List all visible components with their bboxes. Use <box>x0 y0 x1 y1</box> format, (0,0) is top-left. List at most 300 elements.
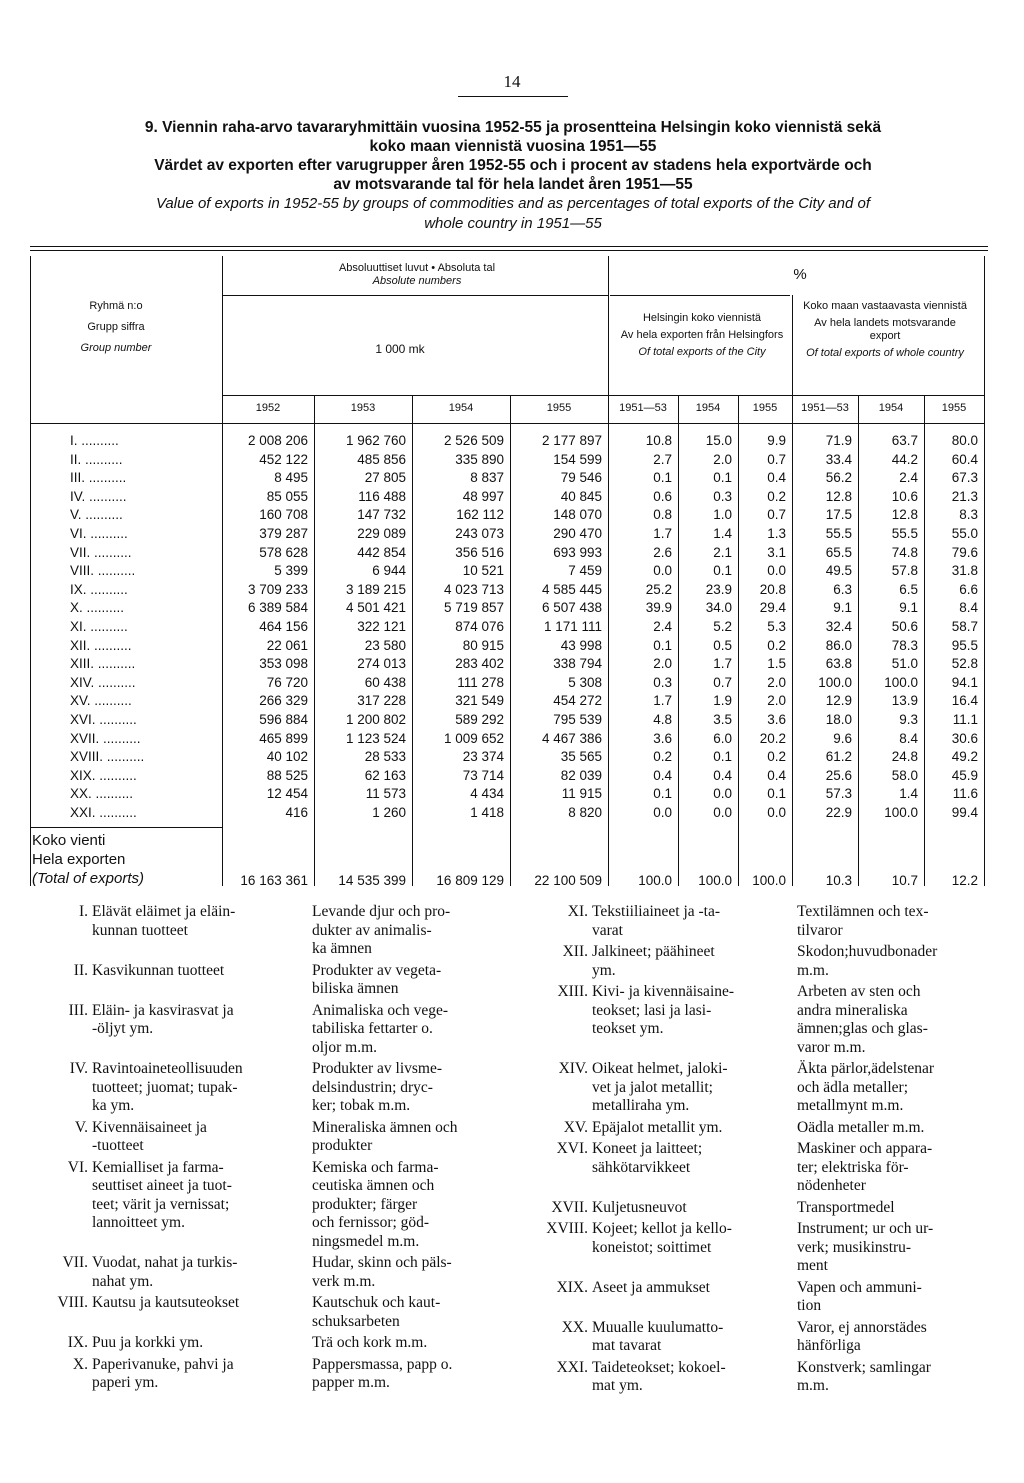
cell-value: 0.3 <box>713 488 732 504</box>
cell-value: 8 820 <box>568 805 602 820</box>
cell-value: 5 399 <box>274 563 308 579</box>
cell-value: 27 805 <box>364 470 406 486</box>
cell-value: 1.5 <box>767 656 786 672</box>
cell-value: 1.0 <box>713 507 732 523</box>
cell-value: 11.1 <box>952 712 978 727</box>
cell-value: 11 915 <box>561 786 602 802</box>
legend-number: XVII. <box>551 1198 588 1216</box>
legend-number: XIV. <box>558 1060 588 1077</box>
cell-value: 2.1 <box>713 544 732 560</box>
cell-value: 148 070 <box>553 507 602 523</box>
cell-value: 6 944 <box>372 563 406 579</box>
cell-value: 79 546 <box>560 470 602 486</box>
cell-value: 1.7 <box>653 526 672 541</box>
header-helsinki-en: Of total exports of the City <box>638 346 766 358</box>
group-label: XIII. .......... <box>70 656 136 672</box>
year-1953: 1953 <box>350 402 376 414</box>
group-label: XIV. .......... <box>70 674 136 690</box>
cell-value: 95.5 <box>951 637 978 653</box>
cell-value: 28 533 <box>364 749 406 765</box>
table-row <box>0 768 1024 787</box>
table-top-rule-2 <box>30 250 988 251</box>
cell-value: 162 112 <box>456 507 504 523</box>
cell-value: 12.8 <box>891 507 918 523</box>
cell-value: 0.2 <box>767 749 786 765</box>
legend-swedish: Textilämnen och tex- tilvaror <box>797 903 929 939</box>
total-value: 22 100 509 <box>534 873 602 888</box>
year-1952: 1952 <box>255 402 281 414</box>
legend-number: IV. <box>69 1060 88 1077</box>
cell-value: 40 845 <box>560 488 602 504</box>
header-group-sv: Grupp siffra <box>87 321 145 333</box>
cell-value: 0.0 <box>653 563 672 579</box>
cell-value: 6.3 <box>833 581 852 597</box>
cell-value: 40 102 <box>266 749 308 765</box>
legend-swedish: Instrument; ur och ur- verk; musikinstru- ment <box>797 1220 934 1274</box>
cell-value: 1.7 <box>713 656 732 672</box>
cell-value: 11 573 <box>365 786 406 802</box>
cell-value: 8.3 <box>959 507 978 523</box>
legend-swedish: Pappersmassa, papp o. papper m.m. <box>312 1355 453 1391</box>
cell-value: 24.8 <box>891 749 918 765</box>
cell-value: 2 008 206 <box>247 433 308 448</box>
cell-value: 60 438 <box>364 674 406 690</box>
table-row <box>0 526 1024 545</box>
cell-value: 10 521 <box>462 563 504 579</box>
total-value: 100.0 <box>752 873 786 888</box>
cell-value: 5 308 <box>568 674 602 690</box>
cell-value: 63.7 <box>891 433 918 448</box>
cell-value: 21.3 <box>951 488 978 504</box>
cell-value: 94.1 <box>951 674 978 690</box>
cell-value: 9.3 <box>899 712 918 727</box>
cell-value: 283 402 <box>455 656 504 672</box>
cell-value: 1 962 760 <box>345 433 406 448</box>
cell-value: 99.4 <box>951 805 978 820</box>
cell-value: 82 039 <box>560 767 602 783</box>
legend-swedish: Äkta pärlor,ädelstenar och ädla metaller; metallmynt m.m. <box>797 1060 935 1114</box>
cell-value: 0.1 <box>767 786 786 802</box>
cell-value: 0.4 <box>767 767 786 783</box>
cell-value: 39.9 <box>645 600 672 616</box>
cell-value: 0.3 <box>653 674 672 690</box>
year-hel-1954: 1954 <box>695 402 721 414</box>
cell-value: 465 899 <box>259 730 308 746</box>
cell-value: 0.4 <box>767 470 786 486</box>
cell-value: 12 454 <box>266 786 308 802</box>
cell-value: 4 467 386 <box>541 730 602 746</box>
cell-value: 116 488 <box>358 488 406 504</box>
total-label-sv: Hela exporten <box>32 851 126 868</box>
cell-value: 6.6 <box>959 581 978 597</box>
cell-value: 9.1 <box>833 600 852 616</box>
cell-value: 67.3 <box>951 470 978 486</box>
group-label: VIII. .......... <box>70 563 136 579</box>
header-unit: 1 000 mk <box>375 342 425 356</box>
legend-number: VI. <box>67 1158 88 1176</box>
cell-value: 15.0 <box>705 433 732 448</box>
cell-value: 2 526 509 <box>443 433 504 448</box>
table-title <box>30 118 996 234</box>
header-country-sv: Av hela landets motsvarande export <box>814 317 956 342</box>
cell-value: 111 278 <box>457 674 504 690</box>
cell-value: 44.2 <box>891 451 918 467</box>
cell-value: 65.5 <box>825 544 852 560</box>
cell-value: 78.3 <box>891 637 918 653</box>
cell-value: 0.1 <box>653 786 672 802</box>
legend-swedish: Mineraliska ämnen och produkter <box>312 1118 458 1154</box>
cell-value: 12.8 <box>825 488 852 504</box>
cell-value: 454 272 <box>553 693 602 709</box>
header-absolute-fi-sv: Absoluuttiset luvut • Absoluta tal <box>338 262 496 274</box>
cell-value: 6 389 584 <box>247 600 308 616</box>
cell-value: 6.5 <box>899 581 918 597</box>
group-label: XXI. .......... <box>70 805 137 820</box>
legend-swedish: Kautschuk och kaut- schuksarbeten <box>312 1294 441 1330</box>
cell-value: 0.1 <box>713 749 732 765</box>
table-row <box>0 619 1024 638</box>
cell-value: 160 708 <box>259 507 308 523</box>
table-row <box>0 731 1024 750</box>
legend-number: XX. <box>561 1318 588 1336</box>
cell-value: 100.0 <box>818 674 852 690</box>
legend-number: VII. <box>62 1254 88 1271</box>
total-value: 10.7 <box>891 873 918 888</box>
legend-swedish: Transportmedel <box>797 1198 895 1216</box>
legend-swedish: Arbeten av sten och andra mineraliska ämnen;glas och glas- varor m.m. <box>797 983 928 1056</box>
header-line-abs <box>222 295 608 296</box>
total-value: 100.0 <box>698 873 732 888</box>
year-country-1951-53: 1951—53 <box>801 402 849 414</box>
cell-value: 73 714 <box>462 767 504 783</box>
cell-value: 154 599 <box>553 451 602 467</box>
cell-value: 2.0 <box>767 674 786 690</box>
header-absolute-en: Absolute numbers <box>372 275 462 287</box>
cell-value: 338 794 <box>553 656 602 672</box>
legend-number: XVI. <box>556 1140 588 1157</box>
cell-value: 1 418 <box>470 805 504 820</box>
table-row <box>0 507 1024 526</box>
total-label-fi: Koko vienti <box>32 832 106 849</box>
title-swedish-line1: Värdet av exporten efter varugrupper åren 1952-55 och i procent av stadens hela exportvärde och <box>154 157 872 174</box>
cell-value: 356 516 <box>455 544 504 560</box>
cell-value: 1.4 <box>899 786 918 802</box>
total-separator <box>30 827 222 828</box>
cell-value: 693 993 <box>553 544 602 560</box>
cell-value: 2 177 897 <box>541 433 602 448</box>
cell-value: 2.4 <box>653 619 672 634</box>
cell-value: 57.3 <box>825 786 852 802</box>
cell-value: 8.4 <box>959 600 978 616</box>
page-number-rule <box>458 96 568 97</box>
legend-swedish: Varor, ej annorstädes hänförliga <box>797 1318 927 1354</box>
cell-value: 16.4 <box>951 693 978 709</box>
cell-value: 22.9 <box>825 805 852 820</box>
cell-value: 0.7 <box>767 451 786 467</box>
table-row <box>0 545 1024 564</box>
table-row <box>0 656 1024 675</box>
cell-value: 1 009 652 <box>443 730 504 746</box>
cell-value: 4 434 <box>470 786 504 802</box>
cell-value: 442 854 <box>357 544 406 560</box>
header-country <box>800 300 970 360</box>
cell-value: 1.4 <box>713 526 732 541</box>
year-country-1954: 1954 <box>878 402 904 414</box>
cell-value: 25.2 <box>645 581 672 597</box>
table-row <box>0 433 1024 452</box>
table-top-rule <box>30 246 988 247</box>
cell-value: 0.2 <box>767 488 786 504</box>
cell-value: 2.0 <box>767 693 786 709</box>
cell-value: 3.1 <box>767 544 786 560</box>
cell-value: 0.1 <box>653 637 672 653</box>
legend-swedish: Produkter av vegeta- biliska ämnen <box>312 961 442 997</box>
cell-value: 1 200 802 <box>345 712 406 727</box>
cell-value: 18.0 <box>825 712 852 727</box>
legend-number: XII. <box>562 943 588 960</box>
legend-swedish: Maskiner och appara- ter; elektriska för- nödenheter <box>797 1140 933 1194</box>
cell-value: 485 856 <box>357 451 406 467</box>
cell-value: 4 585 445 <box>541 581 602 597</box>
legend-number: IX. <box>67 1334 88 1351</box>
cell-value: 0.2 <box>767 637 786 653</box>
table-row <box>0 638 1024 657</box>
cell-value: 13.9 <box>891 693 918 709</box>
cell-value: 2.4 <box>899 470 918 486</box>
group-label: IV. .......... <box>70 488 127 504</box>
cell-value: 5 719 857 <box>443 600 504 616</box>
cell-value: 76 720 <box>266 674 308 690</box>
group-label: XV. .......... <box>70 693 132 709</box>
cell-value: 8 837 <box>470 470 504 486</box>
group-label: VI. .......... <box>70 526 128 541</box>
cell-value: 20.2 <box>759 730 786 746</box>
group-label: XI. .......... <box>70 619 128 634</box>
legend-swedish: Hudar, skinn och päls- verk m.m. <box>312 1254 452 1290</box>
cell-value: 17.5 <box>825 507 852 523</box>
legend-swedish: Oädla metaller m.m. <box>797 1118 925 1136</box>
cell-value: 88 525 <box>266 767 308 783</box>
year-hel-1955: 1955 <box>752 402 778 414</box>
total-value: 14 535 399 <box>338 873 406 888</box>
cell-value: 55.5 <box>891 526 918 541</box>
cell-value: 49.2 <box>951 749 978 765</box>
table-row <box>0 470 1024 489</box>
cell-value: 57.8 <box>891 563 918 579</box>
legend-finnish: Eläin- ja kasvirasvat ja -öljyt ym. <box>92 1001 234 1037</box>
legend-number: XIII. <box>557 983 588 1000</box>
cell-value: 58.7 <box>951 619 978 634</box>
cell-value: 33.4 <box>825 451 852 467</box>
cell-value: 80.0 <box>951 433 978 448</box>
legend-swedish: Skodon;huvudbonader m.m. <box>797 943 938 979</box>
cell-value: 1.9 <box>713 693 732 709</box>
header-group-fi: Ryhmä n:o <box>89 300 143 312</box>
cell-value: 321 549 <box>455 693 504 709</box>
cell-value: 6.0 <box>713 730 732 746</box>
cell-value: 2.0 <box>713 451 732 467</box>
group-label: VII. .......... <box>70 544 132 560</box>
total-value: 12.2 <box>951 873 978 888</box>
cell-value: 0.0 <box>767 805 786 820</box>
cell-value: 31.8 <box>951 563 978 579</box>
cell-value: 1.7 <box>653 693 672 709</box>
cell-value: 0.1 <box>713 470 732 486</box>
header-group <box>36 300 196 355</box>
cell-value: 0.6 <box>653 488 672 504</box>
year-hel-1951-53: 1951—53 <box>619 402 667 414</box>
cell-value: 100.0 <box>884 674 918 690</box>
legend-finnish: Taideteokset; kokoel- mat ym. <box>592 1358 726 1394</box>
legend-number: XI. <box>567 903 588 920</box>
cell-value: 23 580 <box>364 637 406 653</box>
table-row <box>0 786 1024 805</box>
cell-value: 4.8 <box>653 712 672 727</box>
page-number: 14 <box>503 72 521 91</box>
header-line-years-top <box>222 395 984 396</box>
cell-value: 795 539 <box>553 712 602 727</box>
cell-value: 62 163 <box>364 767 406 783</box>
legend-number: III. <box>68 1001 88 1019</box>
legend-number: V. <box>74 1118 88 1136</box>
cell-value: 23.9 <box>705 581 732 597</box>
cell-value: 23 374 <box>462 749 504 765</box>
cell-value: 874 076 <box>455 619 504 634</box>
cell-value: 290 470 <box>553 526 602 541</box>
legend-number: X. <box>72 1355 88 1373</box>
year-1954: 1954 <box>448 402 474 414</box>
cell-value: 34.0 <box>705 600 732 616</box>
group-label: IX. .......... <box>70 581 128 597</box>
cell-value: 243 073 <box>455 526 504 541</box>
title-finnish-line2: koko maan viennistä vuosina 1951—55 <box>369 138 657 155</box>
group-label: X. .......... <box>70 600 125 616</box>
cell-value: 379 287 <box>259 526 308 541</box>
cell-value: 266 329 <box>259 693 308 709</box>
cell-value: 0.2 <box>653 749 672 765</box>
cell-value: 452 122 <box>259 451 308 467</box>
header-absolute <box>232 262 602 288</box>
legend-number: XXI. <box>556 1358 588 1376</box>
total-value: 10.3 <box>825 873 852 888</box>
year-country-1955: 1955 <box>941 402 967 414</box>
cell-value: 52.8 <box>951 656 978 672</box>
header-helsinki-sv: Av hela exporten från Helsingfors <box>620 329 784 341</box>
table-row <box>0 600 1024 619</box>
cell-value: 5.3 <box>767 619 786 634</box>
total-value: 100.0 <box>638 873 672 888</box>
legend-finnish: Kivi- ja kivennäisaine- teokset; lasi ja lasi- teokset ym. <box>592 983 735 1037</box>
cell-value: 74.8 <box>891 544 918 560</box>
total-value: 16 163 361 <box>240 873 308 888</box>
legend-number: XIX. <box>556 1278 588 1296</box>
legend-swedish: Trä och kork m.m. <box>312 1334 428 1351</box>
cell-value: 56.2 <box>825 470 852 486</box>
cell-value: 50.6 <box>891 619 918 634</box>
title-swedish-line2: av motsvarande tal för hela landet åren 1951—55 <box>333 176 693 193</box>
cell-value: 3.5 <box>713 712 732 727</box>
cell-value: 85 055 <box>266 488 308 504</box>
legend-finnish: Kasvikunnan tuotteet <box>92 961 225 979</box>
cell-value: 2.0 <box>653 656 672 672</box>
cell-value: 416 <box>285 805 308 820</box>
legend-finnish: Tekstiiliaineet ja -ta- varat <box>592 903 721 939</box>
table-row <box>0 712 1024 731</box>
cell-value: 0.1 <box>713 563 732 579</box>
cell-value: 6 507 438 <box>541 600 602 616</box>
legend-finnish: Ravintoaineteollisuuden tuotteet; juomat; tupak- ka ym. <box>92 1060 243 1114</box>
cell-value: 0.4 <box>713 767 732 783</box>
header-percent: % <box>793 266 807 283</box>
cell-value: 1 260 <box>372 805 406 820</box>
cell-value: 49.5 <box>825 563 852 579</box>
cell-value: 0.5 <box>713 637 732 653</box>
title-english-line2: whole country in 1951—55 <box>424 215 602 232</box>
cell-value: 0.1 <box>653 470 672 486</box>
group-label: XVII. .......... <box>70 730 141 746</box>
header-line-pct <box>610 295 790 296</box>
cell-value: 0.0 <box>767 563 786 579</box>
table-row <box>0 749 1024 768</box>
year-1955: 1955 <box>546 402 572 414</box>
group-label: I. .......... <box>70 433 119 448</box>
cell-value: 51.0 <box>891 656 918 672</box>
legend-number: I. <box>78 903 88 920</box>
cell-value: 71.9 <box>825 433 852 448</box>
table-row <box>0 489 1024 508</box>
total-label-en: (Total of exports) <box>32 870 144 887</box>
table-row <box>0 675 1024 694</box>
legend-swedish: Vapen och ammuni- tion <box>797 1278 922 1314</box>
cell-value: 1.3 <box>767 526 786 541</box>
cell-value: 80 915 <box>462 637 504 653</box>
group-label: II. .......... <box>70 451 123 467</box>
legend-finnish: Paperivanuke, pahvi ja paperi ym. <box>92 1355 234 1391</box>
group-label: XII. .......... <box>70 637 132 653</box>
cell-value: 0.0 <box>653 805 672 820</box>
cell-value: 61.2 <box>825 749 852 765</box>
cell-value: 20.8 <box>759 581 786 597</box>
cell-value: 0.7 <box>767 507 786 523</box>
cell-value: 2.7 <box>653 451 672 467</box>
group-label: XX. .......... <box>70 786 134 802</box>
cell-value: 22 061 <box>266 637 308 653</box>
group-label: III. .......... <box>70 470 127 486</box>
cell-value: 30.6 <box>951 730 978 746</box>
cell-value: 589 292 <box>455 712 504 727</box>
legend-finnish: Kojeet; kellot ja kello- koneistot; soittimet <box>592 1220 732 1256</box>
legend-finnish: Kemialliset ja farma- seuttiset aineet ja tuot- teet; värit ja vernissat; lannoitteet ym. <box>92 1158 232 1231</box>
cell-value: 8.4 <box>899 730 918 746</box>
cell-value: 0.0 <box>713 805 732 820</box>
cell-value: 4 501 421 <box>345 600 406 616</box>
group-label: V. .......... <box>70 507 123 523</box>
legend-swedish: Konstverk; samlingar m.m. <box>797 1358 931 1394</box>
cell-value: 100.0 <box>884 805 918 820</box>
legend-finnish: Vuodat, nahat ja turkis- nahat ym. <box>92 1254 238 1290</box>
legend-number: VIII. <box>57 1294 88 1311</box>
header-country-fi: Koko maan vastaavasta viennistä <box>803 300 967 312</box>
cell-value: 0.4 <box>653 767 672 783</box>
cell-value: 274 013 <box>357 656 406 672</box>
table-row <box>0 805 1024 824</box>
header-country-en: Of total exports of whole country <box>806 347 964 359</box>
cell-value: 79.6 <box>951 544 978 560</box>
cell-value: 11.6 <box>952 786 978 802</box>
cell-value: 32.4 <box>825 619 852 634</box>
table-row <box>0 452 1024 471</box>
legend-finnish: Epäjalot metallit ym. <box>592 1118 723 1136</box>
